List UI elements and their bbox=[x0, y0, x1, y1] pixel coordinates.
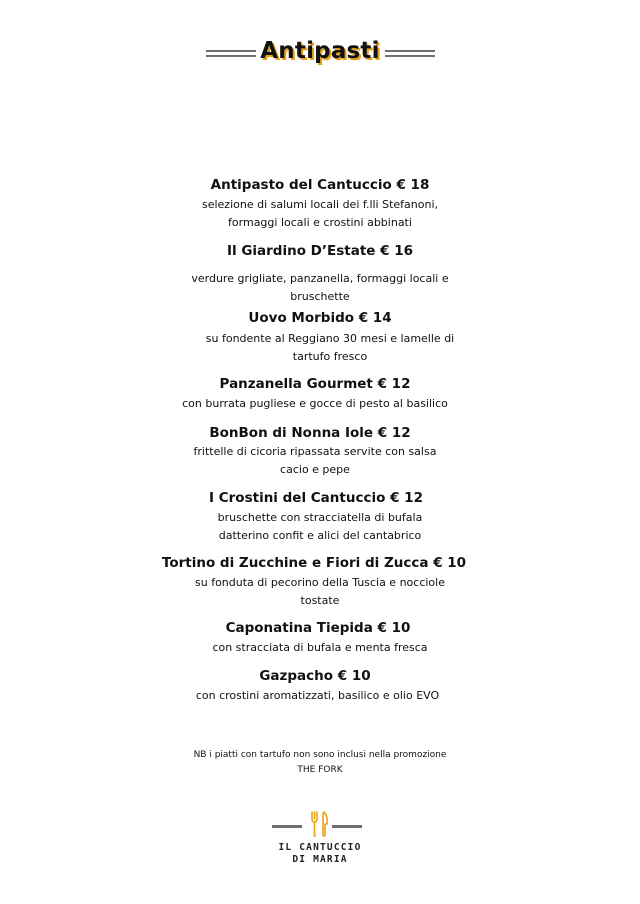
dish-name: Tortino di Zucchine e Fiori di Zucca € 10 bbox=[161, 555, 467, 571]
dish-description-text: su fonduta di pecorino della Tuscia e nocciole tostate bbox=[195, 576, 445, 607]
dish-name: Il Giardino D’Estate € 16 bbox=[226, 243, 414, 259]
page-title: Antipasti bbox=[260, 38, 380, 64]
dish-description bbox=[160, 509, 480, 544]
dish-description-text: con crostini aromatizzati, basilico e olio EVO bbox=[195, 689, 440, 702]
dish-description bbox=[155, 443, 475, 478]
dish-name: Caponatina Tiepida € 10 bbox=[225, 620, 411, 636]
dish-description bbox=[150, 395, 480, 413]
dish-description-text: verdure grigliate, panzanella, formaggi locali e bruschette bbox=[191, 272, 449, 303]
dish-description bbox=[160, 196, 480, 231]
fork-knife-icon bbox=[307, 810, 333, 838]
dish-name: Uovo Morbido € 14 bbox=[248, 310, 392, 326]
header-rule-right bbox=[385, 50, 435, 57]
logo-line-2: DI MARIA bbox=[292, 854, 348, 865]
dish-description-text: frittelle di cicoria ripassata servite con salsa cacio e pepe bbox=[193, 445, 437, 476]
dish-description bbox=[160, 639, 480, 657]
dish-name: Antipasto del Cantuccio € 18 bbox=[210, 177, 430, 193]
dish-name: Gazpacho € 10 bbox=[259, 668, 371, 684]
dish-description bbox=[155, 574, 485, 609]
promo-note bbox=[150, 748, 490, 778]
dish-description bbox=[160, 270, 480, 305]
promo-note-text: NB i piatti con tartufo non sono inclusi nella promozione THE FORK bbox=[193, 750, 447, 775]
dish-name: Panzanella Gourmet € 12 bbox=[219, 376, 411, 392]
dish-description bbox=[170, 330, 490, 365]
logo-line-1: IL CANTUCCIO bbox=[278, 842, 362, 853]
dish-name: BonBon di Nonna Iole € 12 bbox=[209, 425, 411, 441]
dish-description-text: con burrata pugliese e gocce di pesto al basilico bbox=[182, 397, 448, 410]
dish-name: I Crostini del Cantuccio € 12 bbox=[209, 490, 423, 506]
menu-header bbox=[0, 38, 640, 70]
dish-description-text: bruschette con stracciatella di bufala datterino confit e alici del cantabrico bbox=[217, 511, 423, 542]
logo-wordmark bbox=[260, 842, 380, 866]
logo-rule-left bbox=[272, 825, 302, 828]
restaurant-logo bbox=[260, 808, 380, 872]
dish-description-text: con stracciata di bufala e menta fresca bbox=[212, 641, 428, 654]
dish-description-text: selezione di salumi locali dei f.lli Stefanoni, formaggi locali e crostini abbinati bbox=[201, 198, 439, 229]
dish-description-text: su fondente al Reggiano 30 mesi e lamelle di tartufo fresco bbox=[205, 332, 455, 363]
logo-rule-right bbox=[332, 825, 362, 828]
dish-description bbox=[150, 687, 485, 705]
